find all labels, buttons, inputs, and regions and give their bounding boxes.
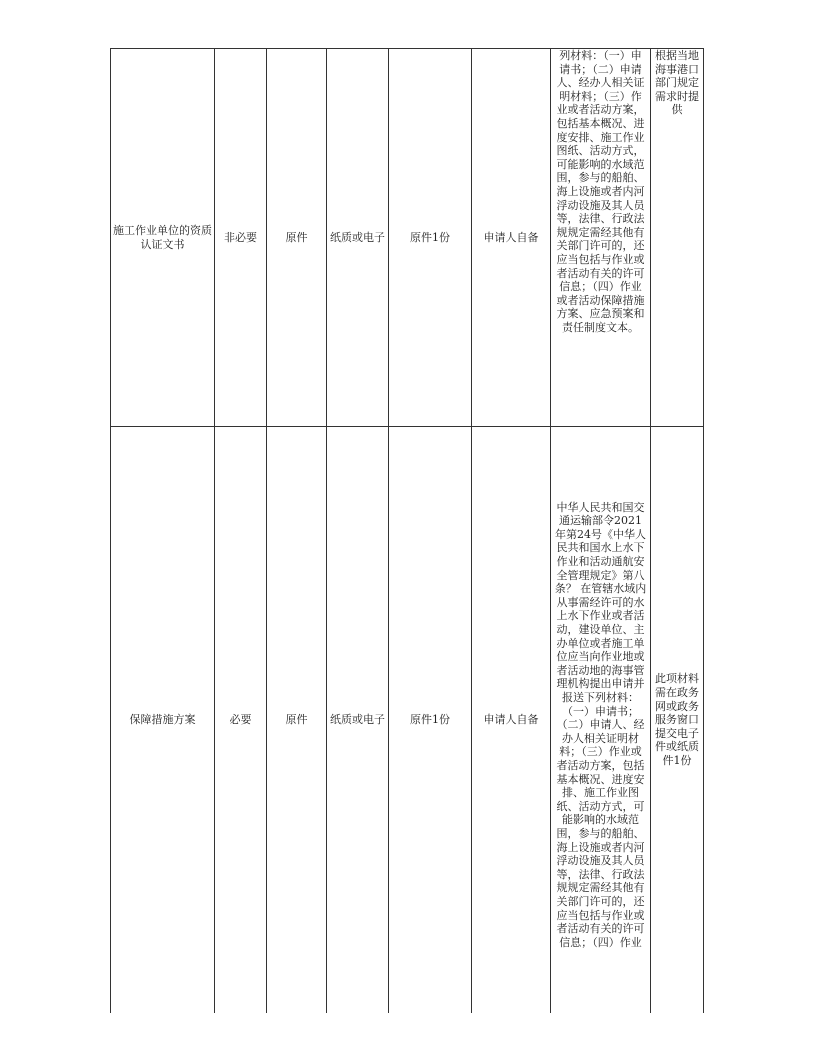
material-name-cell bbox=[111, 427, 215, 1014]
remark-text: 根据当地海事港口部门规定需求时提供 bbox=[655, 49, 699, 117]
material-name: 保障措施方案 bbox=[129, 713, 196, 727]
necessity: 非必要 bbox=[224, 230, 257, 244]
copies-cell bbox=[389, 427, 472, 1014]
media-cell bbox=[327, 49, 389, 427]
necessity: 必要 bbox=[229, 713, 252, 727]
material-form-cell bbox=[267, 427, 327, 1014]
basis-cell bbox=[551, 49, 651, 427]
media: 纸质或电子 bbox=[330, 230, 385, 244]
necessity-cell bbox=[215, 427, 267, 1014]
source-cell bbox=[472, 427, 551, 1014]
material-name: 施工作业单位的资质认证文书 bbox=[113, 223, 212, 251]
copies: 原件1份 bbox=[410, 713, 450, 727]
media: 纸质或电子 bbox=[330, 713, 385, 727]
basis-text: 中华人民共和国交通运输部令2021年第24号《中华人民共和国水上水下作业和活动通航安全管理规定》第八条？ 在管辖水域内从事需经许可的水上水下作业或者活动，建设单位、主办单位或者施工单位应当向作业地或者活动地的海事管理机构提出申请并报送下列材料：（一）申请书；（二）申请人、经办人相关证明材料；（三）作业或者活动方案，包括基本概况、进度安排、施工作业图纸、活动方式，可能影响的水域范围，参与的船舶、海上设施或者内河浮动设施及其人员等，法律、行政法规规定需经其他有关部门许可的，还应当包括与作业或者活动有关的许可信息；（四）作业 bbox=[554, 500, 647, 949]
copies: 原件1份 bbox=[410, 230, 450, 244]
basis-cell bbox=[551, 427, 651, 1014]
copies-cell bbox=[389, 49, 472, 427]
necessity-cell bbox=[215, 49, 267, 427]
basis-text: 列材料：（一）申请书；（二）申请人、经办人相关证明材料；（三）作业或者活动方案，包括基本概况、进度安排、施工作业图纸、活动方式，可能影响的水域范围，参与的船舶、海上设施或者内河浮动设施及其人员等，法律、行政法规规定需经其他有关部门许可的，还应当包括与作业或者活动有关的许可信息；（四）作业或者活动保障措施方案、应急预案和责任制度文本。 bbox=[556, 49, 645, 334]
material-name-cell bbox=[111, 49, 215, 427]
materials-table bbox=[110, 48, 704, 1013]
remark-text: 此项材料需在政务网或政务服务窗口提交电子件或纸质件1份 bbox=[655, 672, 699, 767]
remark-cell bbox=[651, 49, 704, 427]
material-form-cell bbox=[267, 49, 327, 427]
remark-cell bbox=[651, 427, 704, 1014]
material-form: 原件 bbox=[285, 713, 308, 727]
source: 申请人自备 bbox=[483, 713, 539, 727]
media-cell bbox=[327, 427, 389, 1014]
source-cell bbox=[472, 49, 551, 427]
table-row bbox=[111, 49, 704, 427]
source: 申请人自备 bbox=[483, 230, 539, 244]
table-row bbox=[111, 427, 704, 1014]
material-form: 原件 bbox=[285, 230, 308, 244]
